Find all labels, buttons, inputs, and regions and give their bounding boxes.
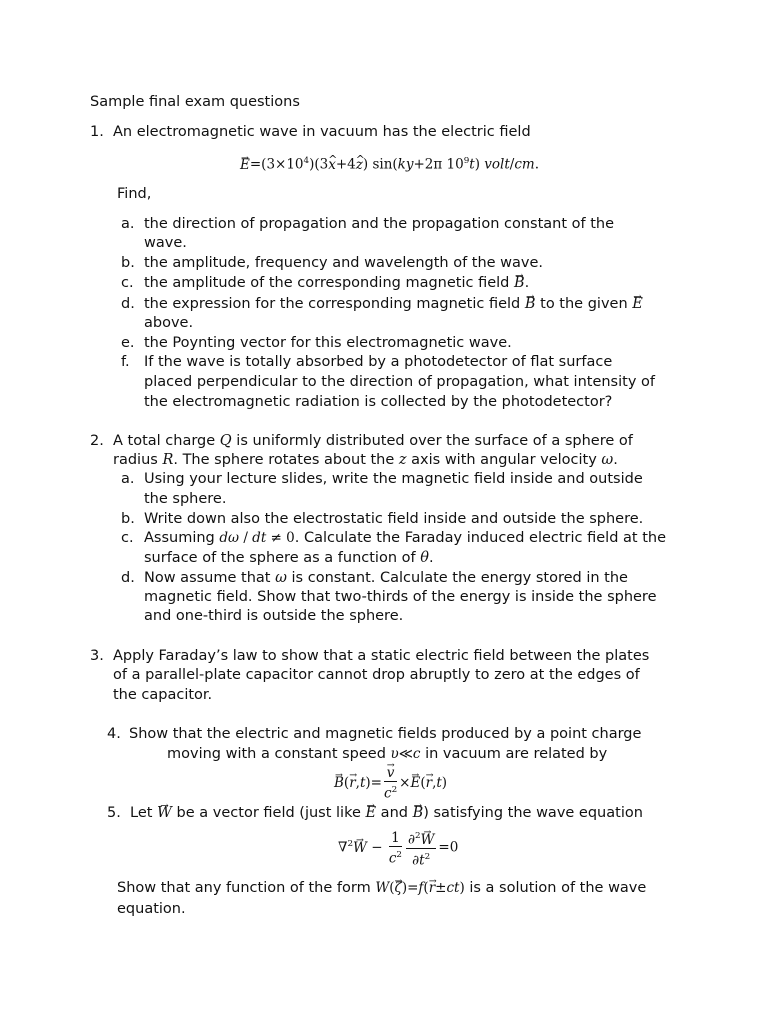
q4-line: moving with a constant speed υ≪c in vacuum are related by: [167, 746, 608, 762]
q1-item-letter: e.: [121, 335, 135, 351]
q2-item-d-line: Now assume that ω is constant. Calculate the energy stored in the: [144, 570, 628, 586]
q1-item-letter: b.: [121, 255, 135, 271]
q2-item-a-line: Using your lecture slides, write the magnetic field inside and outside: [144, 471, 643, 487]
q3-line: of a parallel-plate capacitor cannot drop abruptly to zero at the edges of: [113, 667, 640, 683]
q1-item-letter: c.: [121, 275, 134, 291]
q1-item-b-line: the amplitude, frequency and wavelength of the wave.: [144, 255, 544, 271]
q2-item-b-line: Write down also the electrostatic field inside and outside the sphere.: [144, 511, 644, 527]
q4-number: 4.: [107, 726, 121, 742]
q2-item-letter: a.: [121, 471, 135, 487]
q1-item-a-line: the direction of propagation and the propagation constant of the: [144, 216, 615, 232]
q1-item-a-line: wave.: [144, 235, 187, 251]
q1-item-d-line: the expression for the corresponding magnetic field → B to the given → E: [144, 295, 643, 314]
q1-item-d-line: above.: [144, 315, 194, 331]
q1-item-f-line: the electromagnetic radiation is collected by the photodetector?: [144, 394, 613, 410]
q2-item-letter: d.: [121, 570, 135, 586]
q1-item-letter: a.: [121, 216, 135, 232]
q3-line: Apply Faraday’s law to show that a static electric field between the plates: [113, 648, 650, 664]
q1-number: 1.: [90, 124, 104, 140]
q1-item-f-line: placed perpendicular to the direction of propagation, what intensity of: [144, 374, 655, 390]
q5-number: 5.: [107, 805, 121, 821]
q1-item-c-line: the amplitude of the corresponding magnetic field → B.: [144, 274, 529, 293]
q2-number: 2.: [90, 433, 104, 449]
page-title: Sample final exam questions: [90, 94, 300, 110]
q2-item-d-line: and one-third is outside the sphere.: [144, 608, 404, 624]
q5-wave-equation: ∇$^2$→ W − $\frac{1}{c^2}$ $\frac{\partial^2\to W}{\partial t^2}$ =0: [338, 824, 458, 868]
q5-line: Show that any function of the form W(→ ζ)=f(→ r±ct) is a solution of the wave: [117, 879, 646, 898]
q3-number: 3.: [90, 648, 104, 664]
q5-line: equation.: [117, 901, 186, 917]
q1-item-e-line: the Poynting vector for this electromagnetic wave.: [144, 335, 512, 351]
q1-text: An electromagnetic wave in vacuum has the electric field: [113, 124, 531, 140]
q3-line: the capacitor.: [113, 687, 213, 703]
q2-item-d-line: magnetic field. Show that two-thirds of the energy is inside the sphere: [144, 589, 657, 605]
q2-item-c-line: Assuming dω / dt ≠ 0. Calculate the Faraday induced electric field at the: [144, 530, 666, 546]
q2-item-letter: c.: [121, 530, 134, 546]
q1-electric-field-equation: → $E=(3\times 10^4)(3\^{}$ x+4^ z) sin(ky+2π $10^9t$) volt/cm.: [240, 152, 539, 175]
q1-item-letter: f.: [121, 354, 130, 370]
q2-item-c-line: surface of the sphere as a function of θ.: [144, 550, 434, 566]
q1-item-f-line: If the wave is totally absorbed by a photodetector of flat surface: [144, 354, 613, 370]
q4-field-relation-equation: → B(→ r,t)= → $\frac{v}{c^2}$ ×→ E(→ r,t): [334, 764, 447, 802]
q5-line: Let → W be a vector field (just like → E and → B) satisfying the wave equation: [130, 804, 643, 823]
q1-item-letter: d.: [121, 296, 135, 312]
q4-line: Show that the electric and magnetic fields produced by a point charge: [129, 726, 642, 742]
q2-text: A total charge Q is uniformly distributed over the surface of a sphere of: [113, 433, 633, 449]
q2-item-a-line: the sphere.: [144, 491, 227, 507]
q2-text: radius R. The sphere rotates about the z axis with angular velocity ω.: [113, 452, 618, 468]
q2-item-letter: b.: [121, 511, 135, 527]
q1-find: Find,: [117, 186, 152, 202]
